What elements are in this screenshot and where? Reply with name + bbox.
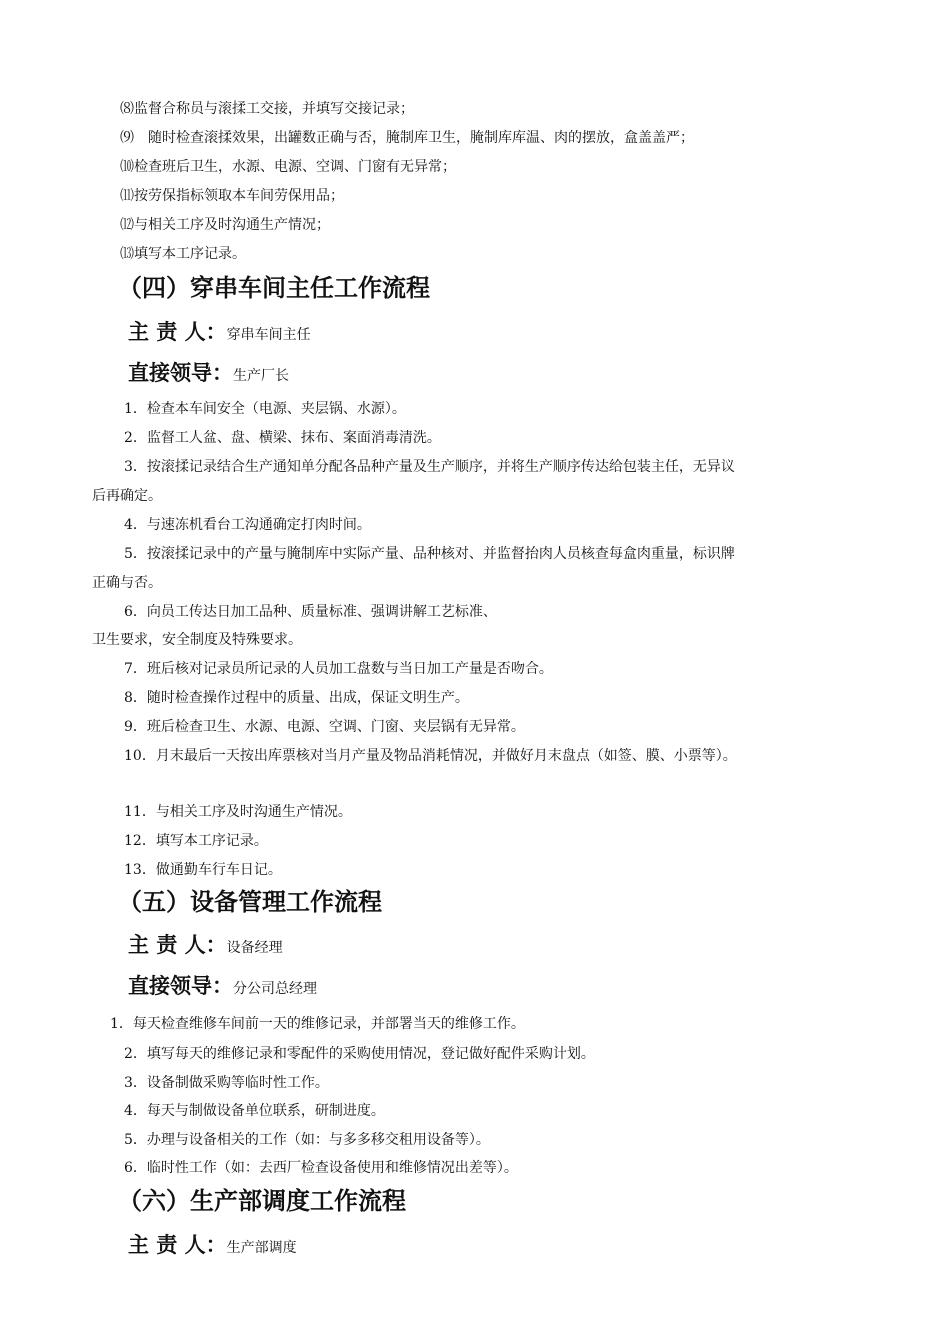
leader-value: 分公司总经理	[233, 981, 317, 997]
responsible-value: 生产部调度	[226, 1240, 297, 1256]
list-item: 5．按滚揉记录中的产量与腌制库中实际产量、品种核对、并监督抬肉人员核查每盒肉重量，标识牌	[124, 546, 735, 562]
list-item: ⑽检查班后卫生，水源、电源、空调、门窗有无异常；	[120, 159, 456, 175]
list-item: ⒀填写本工序记录。	[120, 246, 246, 262]
section-5-title: （五）设备管理工作流程	[118, 888, 382, 916]
responsible-label: 主 责 人：	[128, 1233, 227, 1257]
section-4-leader	[128, 360, 289, 389]
section-4-title: （四）穿串车间主任工作流程	[118, 274, 430, 302]
list-item: ⑿与相关工序及时沟通生产情况；	[120, 217, 330, 233]
responsible-label: 主 责 人：	[128, 320, 227, 344]
list-item: 8．随时检查操作过程中的质量、出成，保证文明生产。	[124, 690, 469, 706]
list-item: 4．与速冻机看台工沟通确定打肉时间。	[124, 517, 371, 533]
responsible-value: 设备经理	[226, 940, 283, 956]
list-item: ⑾按劳保指标领取本车间劳保用品；	[120, 188, 344, 204]
list-item: 2．监督工人盆、盘、横梁、抹布、案面消毒清洗。	[124, 430, 441, 446]
list-item-continuation: 后再确定。	[92, 488, 162, 504]
list-item: 1．检查本车间安全（电源、夹层锅、水源）。	[124, 401, 406, 417]
list-item: 6．向员工传达日加工品种、质量标准、强调讲解工艺标准、	[124, 604, 497, 620]
list-item: 4．每天与制做设备单位联系，研制进度。	[124, 1103, 385, 1119]
list-item: ⑼ 随时检查滚揉效果，出罐数正确与否，腌制库卫生，腌制库库温、肉的摆放，盒盖盖严；	[120, 130, 694, 146]
list-item: 9．班后检查卫生、水源、电源、空调、门窗、夹层锅有无异常。	[124, 719, 525, 735]
leader-value: 生产厂长	[233, 368, 289, 384]
list-item: 7．班后核对记录员所记录的人员加工盘数与当日加工产量是否吻合。	[124, 661, 553, 677]
section-6-responsible	[128, 1232, 297, 1261]
list-item-continuation: 卫生要求，安全制度及特殊要求。	[92, 632, 302, 648]
list-item: 13．做通勤车行车日记。	[124, 862, 282, 878]
section-6-title: （六）生产部调度工作流程	[118, 1187, 406, 1215]
leader-label: 直接领导：	[128, 974, 233, 998]
list-item: 10．月末最后一天按出库票核对当月产量及物品消耗情况，并做好月末盘点（如签、膜、小票等）。	[124, 748, 737, 764]
responsible-label: 主 责 人：	[128, 933, 227, 957]
list-item: 1．每天检查维修车间前一天的维修记录，并部署当天的维修工作。	[110, 1016, 525, 1032]
leader-label: 直接领导：	[128, 361, 233, 385]
list-item: 3．设备制做采购等临时性工作。	[124, 1075, 329, 1091]
list-item: 11．与相关工序及时沟通生产情况。	[124, 804, 352, 820]
section-5-responsible	[128, 932, 283, 961]
section-4-responsible	[128, 319, 311, 348]
list-item-continuation: 正确与否。	[92, 575, 162, 591]
list-item: 3．按滚揉记录结合生产通知单分配各品种产量及生产顺序，并将生产顺序传达给包装主任，无异议	[124, 459, 735, 475]
list-item: 2．填写每天的维修记录和零配件的采购使用情况，登记做好配件采购计划。	[124, 1046, 595, 1062]
responsible-value: 穿串车间主任	[226, 327, 311, 343]
list-item: 5．办理与设备相关的工作（如：与多多移交租用设备等）。	[124, 1132, 490, 1148]
list-item: 6．临时性工作（如：去西厂检查设备使用和维修情况出差等）。	[124, 1160, 518, 1176]
list-item: 12．填写本工序记录。	[124, 833, 268, 849]
section-5-leader	[128, 973, 317, 1002]
list-item: ⑻监督合称员与滚揉工交接，并填写交接记录；	[120, 101, 414, 117]
